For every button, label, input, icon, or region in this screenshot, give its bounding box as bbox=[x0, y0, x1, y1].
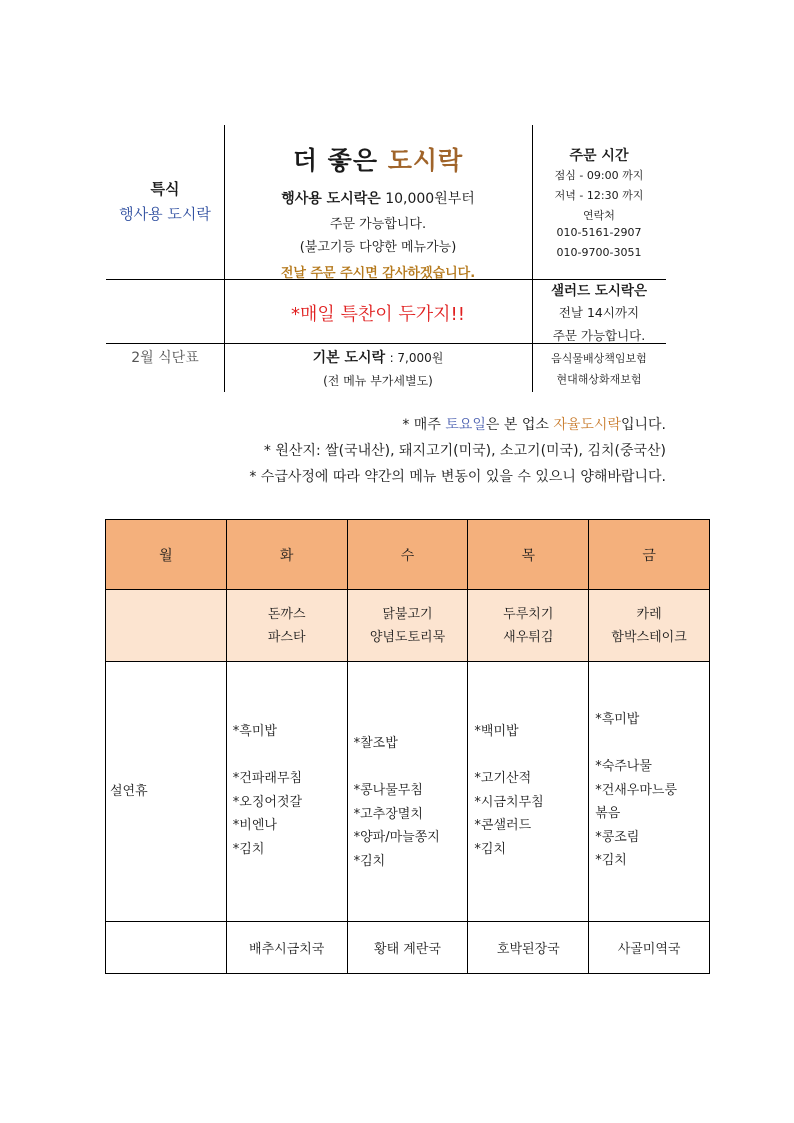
side-wed-rice: *찰조밥 bbox=[353, 736, 398, 751]
menu-change-note: * 수급사정에 따라 약간의 메뉴 변동이 있을 수 있으니 양해바랍니다. bbox=[249, 469, 666, 485]
salad-line-2: 전날 14시까지 bbox=[558, 305, 640, 320]
side-tue-item-2: *오징어젓갈 bbox=[232, 794, 303, 810]
side-tue-item-3: *비엔나 bbox=[232, 818, 277, 833]
soup-wed: 황태 계란국 bbox=[347, 922, 468, 974]
side-mon bbox=[106, 662, 227, 922]
soup-row bbox=[106, 922, 710, 974]
lunch-deadline: 점심 - 09:00 까지 bbox=[554, 169, 644, 182]
main-fri bbox=[589, 590, 710, 662]
main-thu-2: 새우튀김 bbox=[503, 629, 554, 645]
brand-title-part1: 더 좋은 bbox=[292, 146, 378, 175]
month-menu-label: 2월 식단표 bbox=[131, 350, 199, 366]
basic-lunchbox-price: : 7,000원 bbox=[389, 351, 444, 365]
brand-title-part2: 도시락 bbox=[387, 146, 464, 175]
day-fri: 금 bbox=[589, 520, 710, 590]
day-thu: 목 bbox=[468, 520, 589, 590]
side-fri bbox=[589, 662, 710, 922]
soup-fri: 사골미역국 bbox=[589, 922, 710, 974]
saturday-note-free: 자율도시락 bbox=[553, 417, 621, 433]
day-wed: 수 bbox=[347, 520, 468, 590]
contact-label: 연락처 bbox=[583, 209, 615, 222]
side-tue-item-4: *김치 bbox=[232, 841, 265, 857]
side-thu bbox=[468, 662, 589, 922]
side-tue-rice: *흑미밥 bbox=[232, 724, 277, 739]
vat-note: (전 메뉴 부가세별도) bbox=[323, 374, 433, 388]
dinner-deadline: 저녁 - 12:30 까지 bbox=[554, 189, 644, 202]
basic-lunchbox-label: 기본 도시락 bbox=[312, 350, 386, 366]
main-thu-1: 두루치기 bbox=[503, 606, 554, 622]
side-dishes-row bbox=[106, 662, 710, 922]
side-fri-rice: *흑미밥 bbox=[595, 712, 640, 727]
phone-number-1: 010-5161-2907 bbox=[556, 226, 642, 239]
event-lunchbox-label: 행사용 도시락 bbox=[119, 205, 211, 223]
side-wed-item-4: *김치 bbox=[353, 853, 386, 869]
insurance-line-2: 현대해상화재보험 bbox=[556, 373, 642, 386]
side-wed bbox=[347, 662, 468, 922]
soup-tue: 배추시금치국 bbox=[226, 922, 347, 974]
event-line-3: (불고기등 다양한 메뉴가능) bbox=[299, 240, 457, 255]
days-row bbox=[106, 520, 710, 590]
day-tue: 화 bbox=[226, 520, 347, 590]
main-wed-1: 닭불고기 bbox=[382, 606, 433, 622]
saturday-note bbox=[402, 414, 666, 434]
main-wed-2: 양념도토리묵 bbox=[369, 629, 446, 645]
side-tue-item-1: *건파래무침 bbox=[232, 771, 303, 786]
side-thu-item-2: *시금치무침 bbox=[474, 794, 544, 810]
soup-mon bbox=[106, 922, 227, 974]
phone-number-2: 010-9700-3051 bbox=[556, 246, 642, 259]
event-line-1 bbox=[224, 188, 532, 208]
side-wed-item-2: *고추장멸치 bbox=[353, 806, 423, 822]
saturday-note-e: 입니다. bbox=[620, 417, 666, 433]
main-wed bbox=[347, 590, 468, 662]
main-tue-2: 파스타 bbox=[267, 629, 306, 645]
side-fri-item-3: 볶음 bbox=[595, 806, 621, 821]
salad-line-3: 주문 가능합니다. bbox=[552, 328, 646, 343]
event-line-1-bold: 행사용 도시락은 bbox=[281, 191, 381, 207]
main-tue-1: 돈까스 bbox=[267, 606, 306, 622]
main-fri-2: 함박스테이크 bbox=[611, 629, 687, 645]
main-dishes-row bbox=[106, 590, 710, 662]
day-mon: 월 bbox=[106, 520, 227, 590]
holiday-note: 설연휴 bbox=[110, 784, 148, 799]
daily-special-text: *매일 특찬이 두가지!! bbox=[291, 304, 465, 325]
main-fri-1: 카레 bbox=[636, 606, 662, 622]
side-fri-item-5: *김치 bbox=[595, 853, 627, 868]
saturday-note-day: 토요일 bbox=[445, 417, 486, 433]
order-time-title: 주문 시간 bbox=[569, 148, 629, 164]
side-thu-item-4: *김치 bbox=[474, 841, 507, 857]
main-mon bbox=[106, 590, 227, 662]
side-thu-item-1: *고기산적 bbox=[474, 771, 532, 786]
origin-note: * 원산지: 쌀(국내산), 돼지고기(미국), 소고기(미국), 김치(중국산) bbox=[263, 443, 666, 459]
side-thu-rice: *백미밥 bbox=[474, 724, 519, 739]
insurance-line-1: 음식물배상책임보험 bbox=[551, 352, 647, 365]
basic-lunchbox bbox=[224, 347, 532, 367]
salad-title: 샐러드 도시락은 bbox=[551, 283, 647, 299]
weekly-menu-table bbox=[105, 519, 710, 974]
event-line-4: 전날 주문 주시면 감사하겠습니다. bbox=[280, 266, 476, 281]
side-fri-item-2: *건새우마느룽 bbox=[595, 782, 678, 798]
main-tue bbox=[226, 590, 347, 662]
side-fri-item-1: *숙주나물 bbox=[595, 759, 652, 774]
side-wed-item-3: *양파/마늘쫑지 bbox=[353, 830, 440, 845]
side-thu-item-3: *콘샐러드 bbox=[474, 818, 532, 833]
brand-title bbox=[224, 141, 532, 177]
soup-thu: 호박된장국 bbox=[468, 922, 589, 974]
saturday-note-c: 은 본 업소 bbox=[485, 417, 554, 433]
side-fri-item-4: *콩조림 bbox=[595, 829, 640, 845]
event-line-1-rest: 10,000원부터 bbox=[385, 191, 475, 207]
main-thu bbox=[468, 590, 589, 662]
special-label: 특식 bbox=[150, 180, 180, 198]
saturday-note-a: * 매주 bbox=[402, 417, 446, 433]
event-line-2: 주문 가능합니다. bbox=[329, 217, 427, 232]
side-wed-item-1: *콩나물무침 bbox=[353, 783, 423, 798]
side-tue bbox=[226, 662, 347, 922]
